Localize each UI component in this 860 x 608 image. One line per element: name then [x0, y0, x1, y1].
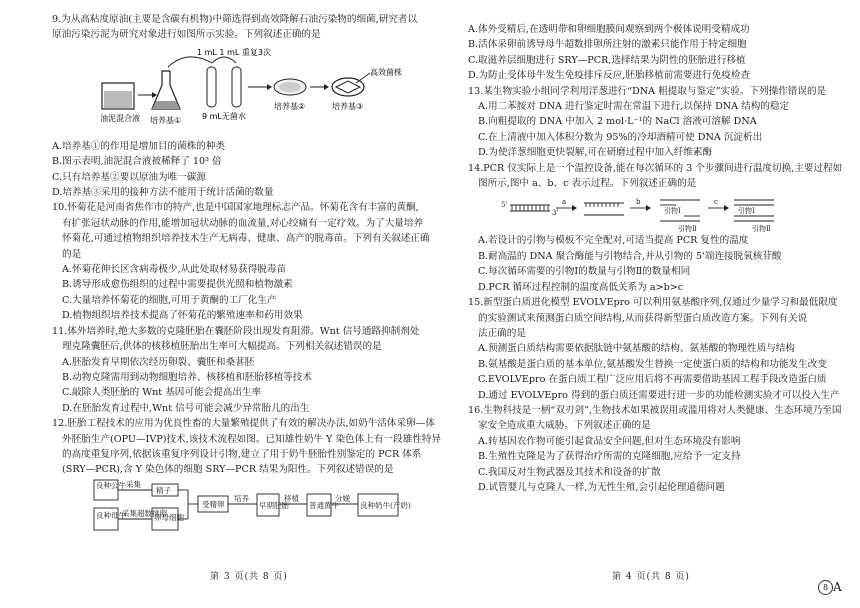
q15-option-a: A.预测蛋白质结构需要依据肽链中氨基酸的结构、氨基酸的物理性质与结构 [478, 343, 795, 355]
q10-line2: 有扩张冠状动脉的作用,能增加冠状动脉的血流量,对心绞痛有一定疗效。为了大量培养 [62, 217, 424, 229]
medium1-label: 培养基① [150, 115, 182, 125]
q11-option-b: B.动物克隆需用到动物细胞培养、核移植和胚胎移植等技术 [62, 371, 312, 383]
question-13 [468, 84, 860, 161]
q14-option-c: C.每次循环需要的引物Ⅰ的数量与引物Ⅱ的数量相同 [478, 266, 691, 278]
q12-line3: 的高度重复序列,依据该重复序列设计引物,建立了用于奶牛胚胎性别鉴定的 PCR 体系 [62, 448, 422, 460]
version-letter: A [833, 580, 842, 594]
q16-option-b: B.生殖性克隆是为了获得治疗所需的克隆细胞,应给予一定支持 [478, 451, 741, 463]
q9-option-d: D.培养基③采用的接种方法不能用于统计活菌的数量 [52, 187, 274, 199]
q14-line2: 图所示,图中 a、b、c 表示过程。下列叙述正确的是 [478, 178, 697, 190]
q15-option-d: D.通过 EVOLVEpro 得到的蛋白质还需要进行进一步的功能检测实验才可以投入生产 [478, 389, 840, 401]
primer-1-label-2: 引物Ⅰ [738, 207, 755, 216]
q15-option-b: B.氨基酸是蛋白质的基本单位,氨基酸发生替换一定使蛋白质的结构和功能发生改变 [478, 358, 827, 370]
primer-2-label-2: 引物Ⅱ [752, 225, 771, 234]
right-footer: 第 4 页(共 8 页) [612, 572, 690, 582]
q12-option-c: C.取滋养层细胞进行 SRY—PCR,选择结果为阴性的胚胎进行移植 [468, 54, 746, 66]
question-9 [52, 12, 448, 200]
q11-option-a: A.胚胎发育早期依次经历卵裂、囊胚和桑葚胚 [62, 356, 255, 368]
q11-option-c: C.敲除人类胚胎的 Wnt 基因可能会提高出生率 [62, 387, 262, 399]
q10-option-c: C.大量培养怀菊花的细胞,可用于黄酮的工厂化生产 [62, 294, 277, 306]
medium2-label: 培养基② [274, 101, 306, 111]
q13-line1: 13.某生物实验小组同学利用洋葱进行“DNA 粗提取与鉴定”实验。下列操作错误的是 [468, 85, 827, 97]
q13-option-a: A.用二苯胺对 DNA 进行鉴定时需在常温下进行,以保持 DNA 结构的稳定 [478, 101, 790, 113]
left-column [52, 12, 448, 534]
water-label: 9 mL无菌水 [202, 111, 246, 121]
q9-stem-line1: 9.为从高粘度原油(主要是含碳有机物)中筛选得到高效降解石油污染物的细菌,研究者以 [52, 14, 418, 25]
q9-option-a: A.培养基①的作用是增加目的菌株的种类 [52, 140, 226, 152]
q15-option-c: C.EVOLVEpro 在蛋白质工程广泛应用后将不再需要借助基因工程手段改造蛋白质 [478, 374, 827, 386]
q14-option-b: B.耐高温的 DNA 聚合酶能与引物结合,并从引物的 5'端连接脱氧核苷酸 [478, 250, 782, 262]
pcr-diagram [468, 191, 860, 233]
question-12 [52, 416, 448, 534]
q9-stem-line2: 原油污染污泥为研究对象进行如图所示实验。下列叙述正确的是 [52, 29, 321, 41]
q10-option-d: D.植物组织培养技术提高了怀菊花的繁殖速率和药用效果 [62, 310, 303, 322]
pcr-5prime: 5' [501, 201, 508, 210]
collect-us-label: 采集超数排卵 [122, 508, 167, 518]
q14-option-d: D.PCR 循环过程控制的温度高低关系为 a>b>c [478, 281, 684, 293]
strain-label: 高效菌株 [370, 67, 402, 77]
primer-2-label: 引物Ⅱ [678, 225, 697, 234]
q13-option-d: D.为使洋葱细胞更快裂解,可在研磨过程中加入纤维素酶 [478, 147, 713, 159]
q16-line2: 家安全造成重大威胁。下列叙述正确的是 [478, 420, 651, 432]
recipient-label: 普通黄牛 [309, 500, 339, 510]
pcr-step-a: a [562, 198, 567, 207]
q13-option-b: B.向粗提取的 DNA 中加入 2 mol·L⁻¹的 NaCl 溶液可溶解 DNA [478, 116, 757, 128]
version-mark [818, 580, 842, 595]
pcr-step-b: b [636, 198, 641, 207]
cow-label: 良种母牛 [96, 510, 126, 520]
dilution-top-label: 1 mL 1 mL 重复3次 [197, 47, 271, 57]
primer-1-label: 引物Ⅰ [664, 207, 681, 216]
q12-line4: (SRY—PCR),含 Y 染色体的细胞 SRY—PCR 结果为阳性。下列叙述错误的是 [62, 464, 394, 476]
question-15 [468, 295, 860, 403]
collect-label: 采集 [126, 479, 141, 489]
q10-option-b: B.诱导形成愈伤组织的过程中需要提供光照和植物激素 [62, 279, 293, 291]
q16-option-c: C.我国反对生物武器及其技术和设备的扩散 [478, 466, 661, 478]
q12-option-b: B.活体采卵前诱导母牛超数排卵所注射的激素只能作用于特定细胞 [468, 39, 747, 51]
q15-line2: 的实验测试来预测蛋白质空间结构,从而获得新型蛋白质改造方案。下列有关说 [478, 312, 808, 324]
question-10 [52, 200, 448, 323]
pcr-3prime: 3' [552, 209, 559, 218]
q10-option-a: A.怀菊花伸长区含病毒极少,从此处取材易获得脱毒苗 [62, 264, 287, 276]
q10-line4: 的是 [62, 248, 82, 260]
question-14 [468, 161, 860, 295]
culture-label: 培养 [234, 493, 249, 503]
q10-line3: 怀菊花,可通过植物组织培养技术生产无病毒、健康、高产的脱毒苗。下列有关叙述正确 [62, 233, 430, 245]
q12-line2: 外胚胎生产(OPU—IVP)技术,该技术流程如图。已知雄性奶牛 Y 染色体上有一段雄性特异 [62, 433, 441, 445]
sperm-label: 精子 [156, 485, 171, 495]
q12-option-a: A.体外受精后,在透明带和卵细胞膜间观察到两个极体说明受精成功 [468, 24, 750, 35]
q15-line3: 法正确的是 [478, 327, 526, 339]
question-12-options [468, 22, 860, 84]
birth-label: 分娩 [335, 493, 350, 503]
q10-line1: 10.怀菊花是河南省焦作市的特产,也是中国国家地理标志产品。怀菊花含有丰富的黄酮, [52, 202, 419, 214]
sludge-label: 油泥混合液 [100, 113, 140, 123]
pcr-step-c: c [714, 198, 718, 207]
egg-label: 卵母细胞 [154, 512, 184, 522]
calf-label: 良种奶牛(产奶) [360, 500, 411, 510]
opu-ivp-flowchart [52, 478, 448, 534]
early-embryo-label: 早期胚胎 [259, 500, 289, 510]
bull-label: 良种公牛 [96, 480, 126, 490]
q9-option-c: C.只有培养基②要以原油为唯一碳源 [52, 171, 206, 183]
q12-option-d: D.为防止受体母牛发生免疫排斥反应,胚胎移植前需要进行免疫检查 [468, 70, 751, 82]
medium3-label: 培养基③ [332, 101, 364, 111]
q11-line1: 11.体外培养时,绝大多数的克隆胚胎在囊胚阶段出现发育阻滞。Wnt 信号通路抑制剂处 [52, 325, 420, 337]
version-circle: 8 [818, 580, 833, 595]
right-column [468, 22, 860, 495]
left-footer: 第 3 页(共 8 页) [210, 572, 288, 582]
q12-line1: 12.胚胎工程技术的应用为优良性畜的大量繁殖提供了有效的解决办法,如奶牛活体采卵—体 [52, 418, 435, 430]
q14-option-a: A.若设计的引物与模板不完全配对,可适当提高 PCR 复性的温度 [478, 235, 749, 247]
q11-line2: 理克隆囊胚后,供体的核移植胚胎出生率可大幅提高。下列相关叙述错误的是 [62, 341, 382, 353]
dilution-diagram [52, 43, 448, 139]
fertilized-label: 受精卵 [202, 499, 225, 509]
q16-line1: 16.生物科技是一柄“双刃剑”,生物技术如果被误用或滥用将对人类健康、生态环境乃至国 [468, 404, 842, 416]
q16-option-a: A.转基因农作物可能引起食品安全问题,但对生态环境没有影响 [478, 435, 741, 447]
transfer-label: 移植 [284, 493, 299, 503]
q12-figure [52, 478, 448, 534]
q16-option-d: D.试管婴儿与克隆人一样,为无性生殖,会引起伦理道德问题 [478, 481, 725, 493]
question-11 [52, 324, 448, 416]
q9-option-b: B.图示表明,油泥混合液被稀释了 10³ 倍 [52, 156, 222, 168]
q9-figure [52, 43, 448, 139]
q14-line1: 14.PCR 仪实际上是一个温控设备,能在每次循环的 3 个步骤间进行温度切换,主要过程如 [468, 162, 843, 174]
q14-figure [468, 191, 860, 233]
q15-line1: 15.新型蛋白质进化模型 EVOLVEpro 可以利用氨基酸序列,仅通过少量学习和最低限度 [468, 297, 838, 309]
q13-option-c: C.在上清液中加入体积分数为 95%的冷却酒精可使 DNA 沉淀析出 [478, 131, 763, 143]
q11-option-d: D.在胚胎发育过程中,Wnt 信号可能会减少异常胎儿的出生 [62, 402, 310, 414]
question-16 [468, 403, 860, 495]
